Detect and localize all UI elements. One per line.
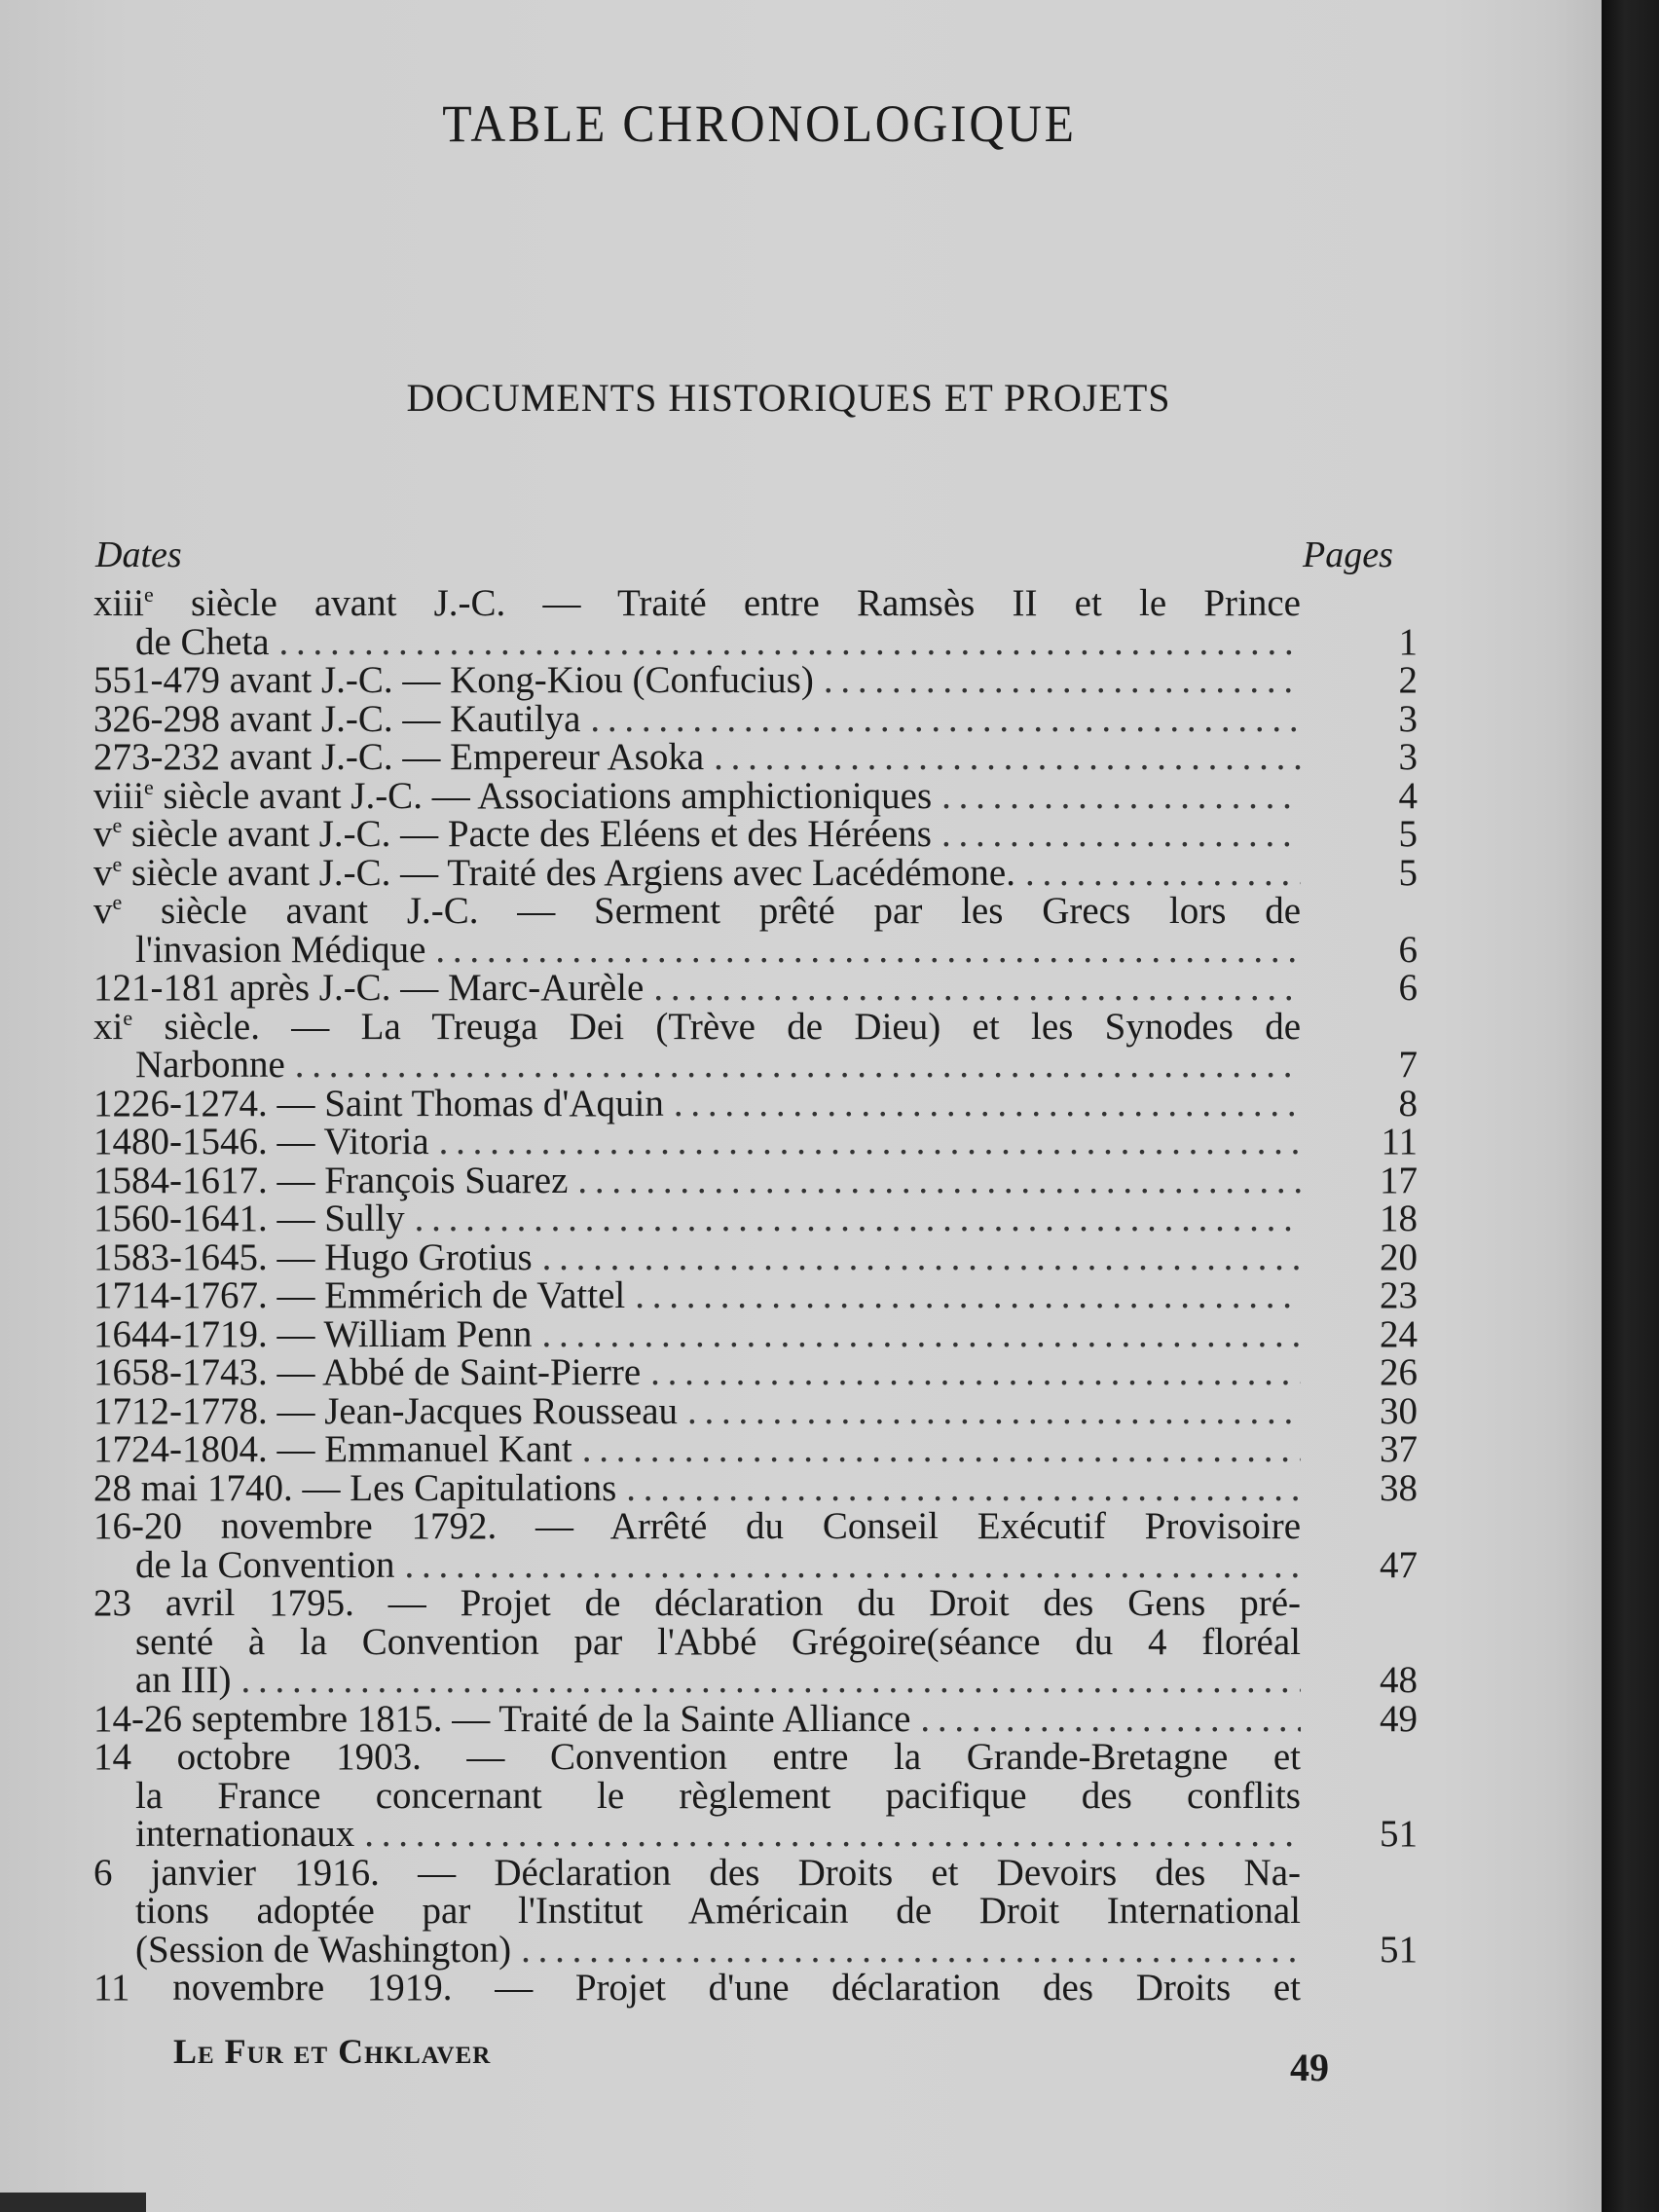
dot-leader	[279, 623, 1301, 662]
toc-entry-line	[93, 1851, 1301, 1894]
toc-entry-text: l'invasion Médique	[135, 928, 426, 971]
dot-leader	[920, 1700, 1301, 1739]
toc-entry-page: 4	[1398, 774, 1418, 817]
toc-entry-line	[93, 1697, 1418, 1740]
toc-entry	[93, 851, 1418, 894]
toc-entry	[93, 1738, 1418, 1854]
column-header-pages: Pages	[1303, 535, 1393, 575]
toc-entry-line	[93, 1198, 1418, 1239]
toc-entry-line	[93, 584, 1301, 623]
toc-entry	[93, 1466, 1418, 1509]
toc-entry-line	[93, 1274, 1418, 1316]
toc-entry-text: 1644-1719. — William Penn	[93, 1312, 533, 1355]
toc-entry-page: 37	[1380, 1428, 1418, 1470]
toc-entry-page: 20	[1380, 1235, 1418, 1278]
dot-leader	[521, 1931, 1301, 1970]
dot-leader	[687, 1392, 1301, 1431]
dot-leader	[542, 1315, 1301, 1354]
toc-entry-line	[93, 1389, 1418, 1432]
toc-entry-line	[93, 1892, 1301, 1931]
toc-entry	[93, 661, 1418, 700]
toc-entry-line	[93, 1082, 1418, 1124]
toc-entry	[93, 892, 1418, 969]
dot-leader	[364, 1815, 1301, 1854]
dot-leader	[653, 969, 1301, 1008]
toc-entry-text: Narbonne	[135, 1044, 285, 1086]
scan-edge	[0, 2193, 146, 2212]
toc-entry-page: 5	[1398, 851, 1418, 894]
toc-entry	[93, 1389, 1418, 1432]
toc-entry-text: 1714-1767. — Emmérich de Vattel	[93, 1274, 626, 1316]
footer-page-number: 49	[1290, 2046, 1329, 2089]
toc-entry-text: tions adoptée par l'Institut Américain de Droit International	[135, 1890, 1301, 1932]
toc-entry-page: 17	[1380, 1159, 1418, 1201]
toc-entry-page: 51	[1380, 1928, 1418, 1971]
dot-leader	[404, 1546, 1301, 1585]
toc-entry-text: 1584-1617. — François Suarez	[93, 1159, 569, 1201]
toc-entry-line	[93, 1584, 1301, 1623]
dot-leader	[626, 1469, 1301, 1508]
toc-entry-page: 30	[1380, 1389, 1418, 1432]
dot-leader	[941, 815, 1301, 854]
toc-entry-line	[93, 774, 1418, 817]
toc-entry-text: internationaux	[135, 1813, 355, 1855]
toc-entry-text: 14 octobre 1903. — Convention entre la Grande-Bretagne et	[93, 1736, 1301, 1778]
toc-entry-text: (Session de Washington)	[135, 1928, 512, 1971]
toc-entry-page: 48	[1380, 1659, 1418, 1701]
toc-entry-text: 6 janvier 1916. — Déclaration des Droits et Devoirs des Na-	[93, 1851, 1301, 1894]
toc-entry	[93, 815, 1418, 854]
toc-entry-line	[93, 851, 1418, 894]
toc-entry-page: 5	[1398, 813, 1418, 855]
toc-entry-line	[93, 1312, 1418, 1355]
toc-entry	[93, 584, 1418, 661]
dot-leader	[415, 1199, 1301, 1238]
toc-entry-page: 23	[1380, 1274, 1418, 1316]
toc-entry-text: $xi^e$ siècle. — La Treuga Dei (Trève de Dieu) et les Synodes de	[93, 1005, 1301, 1048]
toc-entry-text: an III)	[135, 1659, 232, 1701]
toc-entry	[93, 1353, 1418, 1392]
toc-entry-line	[93, 697, 1418, 740]
toc-entry	[93, 1430, 1418, 1469]
toc-entry-page: 49	[1380, 1697, 1418, 1740]
toc-entry-text: $v^e$ siècle avant J.-C. — Traité des Argiens avec Lacédémone.	[93, 851, 1015, 894]
toc-entry-text: 23 avril 1795. — Projet de déclaration du Droit des Gens pré-	[93, 1582, 1301, 1624]
toc-entry	[93, 1312, 1418, 1355]
toc-entry-page: 2	[1398, 659, 1418, 701]
toc-entry-page: 18	[1380, 1198, 1418, 1239]
dot-leader	[577, 1161, 1301, 1200]
toc-entry-page: 7	[1398, 1044, 1418, 1086]
toc-entry	[93, 1851, 1418, 1971]
toc-entry	[93, 969, 1418, 1008]
toc-entry-page: 8	[1398, 1082, 1418, 1124]
toc-entry-line	[93, 736, 1418, 778]
toc-entry-page: 51	[1380, 1813, 1418, 1855]
toc-entry	[93, 1507, 1418, 1584]
toc-entry-line	[93, 967, 1418, 1009]
toc-entry-line	[93, 620, 1418, 663]
toc-entry-text: 326-298 avant J.-C. — Kautilya	[93, 697, 581, 740]
toc-entry-page: 11	[1381, 1121, 1418, 1162]
toc-entry	[93, 1123, 1418, 1161]
dot-leader	[674, 1085, 1301, 1124]
toc-entry-text: 1226-1274. — Saint Thomas d'Aquin	[93, 1082, 664, 1124]
toc-entry	[93, 1005, 1418, 1086]
dot-leader	[582, 1430, 1301, 1469]
toc-entry-line	[93, 1543, 1418, 1586]
toc-entry	[93, 1235, 1418, 1278]
dot-leader	[295, 1046, 1301, 1085]
dot-leader	[590, 700, 1301, 739]
toc-entry-text: senté à la Convention par l'Abbé Grégoire(séance du 4 floréal	[135, 1620, 1301, 1663]
toc-entry	[93, 1276, 1418, 1315]
toc-entry-line	[93, 659, 1418, 701]
dot-leader	[1025, 854, 1301, 893]
footer-authors: Le Fur et Chklaver	[173, 2032, 492, 2071]
toc-entry-text: 551-479 avant J.-C. — Kong-Kiou (Confucius)	[93, 659, 814, 701]
toc-entry-line	[93, 928, 1418, 971]
toc-entry-text: 14-26 septembre 1815. — Traité de la Sainte Alliance	[93, 1697, 911, 1740]
toc-entry-page: 3	[1398, 736, 1418, 778]
toc-entry-text: $v^e$ siècle avant J.-C. — Pacte des Eléens et des Héréens	[93, 813, 932, 855]
toc-entry-line	[93, 1121, 1418, 1162]
toc-entry-page: 38	[1380, 1466, 1418, 1509]
toc-entry-text: 11 novembre 1919. — Projet d'une déclaration des Droits et	[93, 1967, 1301, 2009]
toc-entry-line	[93, 1428, 1418, 1470]
toc-entry-page: 3	[1398, 697, 1418, 740]
toc-entry	[93, 1161, 1418, 1200]
toc-entry-line	[93, 1235, 1418, 1278]
chronological-table	[93, 584, 1418, 2008]
toc-entry	[93, 774, 1418, 817]
toc-entry-line	[93, 1351, 1418, 1393]
toc-entry-page: 6	[1398, 967, 1418, 1009]
page-title: TABLE CHRONOLOGIQUE	[442, 94, 1077, 153]
dot-leader	[439, 1123, 1301, 1161]
toc-entry-line	[93, 1159, 1418, 1201]
column-header-dates: Dates	[95, 535, 182, 575]
toc-entry-text: la France concernant le règlement pacifique des conflits	[135, 1774, 1301, 1817]
toc-entry-text: 16-20 novembre 1792. — Arrêté du Conseil Exécutif Provisoire	[93, 1505, 1301, 1547]
toc-entry-line	[93, 1620, 1301, 1663]
dot-leader	[635, 1276, 1301, 1315]
toc-entry-text: 1583-1645. — Hugo Grotius	[93, 1235, 533, 1278]
dot-leader	[650, 1353, 1301, 1392]
dot-leader	[241, 1661, 1301, 1700]
toc-entry-text: 1724-1804. — Emmanuel Kant	[93, 1428, 572, 1470]
toc-entry-line	[93, 1044, 1418, 1086]
toc-entry-text: viii$^e$ siècle avant J.-C. — Associations amphictioniques	[93, 774, 933, 817]
toc-entry-text: 1712-1778. — Jean-Jacques Rousseau	[93, 1389, 679, 1432]
toc-entry	[93, 1082, 1418, 1124]
toc-entry-text: 1480-1546. — Vitoria	[93, 1121, 429, 1162]
toc-entry-line	[93, 1813, 1418, 1855]
section-title: DOCUMENTS HISTORIQUES ET PROJETS	[406, 376, 1171, 420]
book-binding	[1602, 0, 1659, 2212]
toc-entry-line	[93, 1005, 1301, 1048]
toc-entry-page: 1	[1398, 620, 1418, 663]
toc-entry-text: $v^e$ siècle avant J.-C. — Serment prêté par les Grecs lors de	[93, 890, 1301, 932]
toc-entry-text: 1658-1743. — Abbé de Saint-Pierre	[93, 1351, 642, 1393]
toc-entry	[93, 697, 1418, 740]
toc-entry-line	[93, 1738, 1301, 1777]
toc-entry-line	[93, 892, 1301, 931]
toc-entry-text: 1560-1641. — Sully	[93, 1198, 405, 1239]
toc-entry-text: 121-181 après J.-C. — Marc-Aurèle	[93, 967, 645, 1009]
toc-entry-text: de Cheta	[135, 620, 270, 663]
toc-entry-text: 273-232 avant J.-C. — Empereur Asoka	[93, 736, 705, 778]
toc-entry	[93, 1584, 1418, 1700]
dot-leader	[714, 738, 1301, 777]
toc-entry-text: xiii$^e$ siècle avant J.-C. — Traité entre Ramsès II et le Prince	[93, 582, 1301, 624]
dot-leader	[824, 661, 1301, 700]
toc-entry-page: 26	[1380, 1351, 1418, 1393]
toc-entry-page: 6	[1398, 928, 1418, 971]
toc-entry-line	[93, 1969, 1301, 2008]
toc-entry-line	[93, 1774, 1301, 1817]
toc-entry	[93, 1969, 1418, 2008]
toc-entry-line	[93, 1928, 1418, 1971]
toc-entry-text: de la Convention	[135, 1543, 395, 1586]
toc-entry-page: 24	[1380, 1312, 1418, 1355]
dot-leader	[941, 777, 1301, 816]
toc-entry-line	[93, 1466, 1418, 1509]
toc-entry-line	[93, 1507, 1301, 1546]
toc-entry-text: 28 mai 1740. — Les Capitulations	[93, 1466, 617, 1509]
toc-entry-line	[93, 1659, 1418, 1701]
dot-leader	[435, 931, 1301, 970]
dot-leader	[542, 1238, 1301, 1277]
toc-entry-page: 47	[1380, 1543, 1418, 1586]
toc-entry	[93, 738, 1418, 777]
toc-entry-line	[93, 813, 1418, 855]
toc-entry	[93, 1697, 1418, 1740]
toc-entry	[93, 1199, 1418, 1238]
